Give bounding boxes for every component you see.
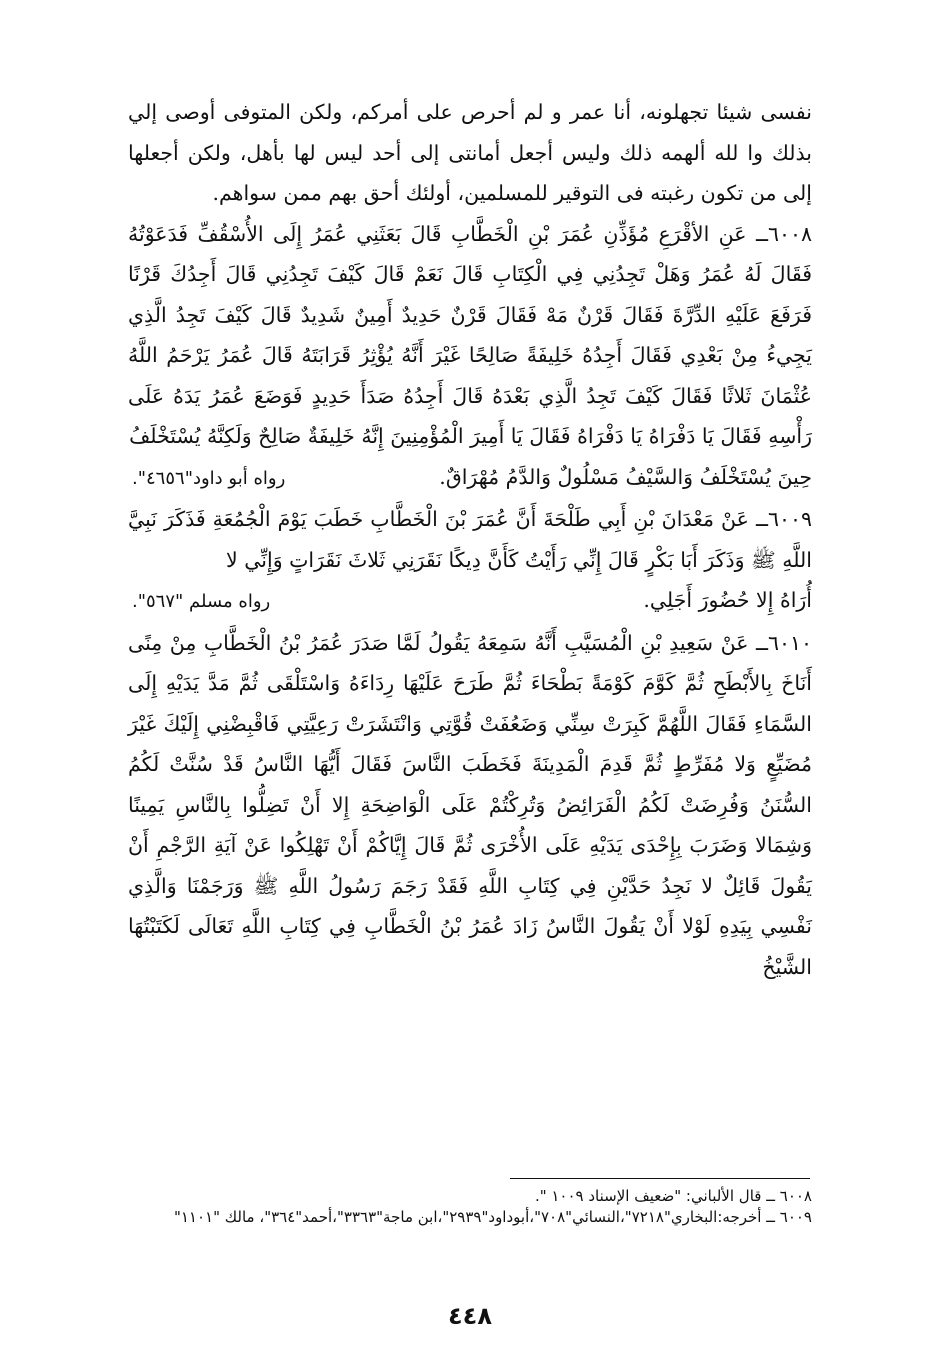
hadith-reference-line bbox=[128, 457, 812, 500]
intro-paragraph bbox=[128, 92, 812, 214]
hadith-ending: أُرَاهُ إِلا حُضُورَ أَجَلِي. bbox=[643, 588, 812, 612]
footnotes bbox=[126, 1186, 812, 1228]
hadith-ending: حِينَ يُسْتَخْلَفُ وَالسَّيْفُ مَسْلُولٌ وَالدَّمُ مُهْرَاقٌ. bbox=[439, 464, 812, 489]
footnote-6009: ٦٠٠٩ ــ أخرجه:البخاري"٧٢١٨"،النسائي"٧٠٨"،أبوداود"٢٩٣٩"،ابن ماجة"٣٣٦٣"،أحمد"٣٦٤"، مالك "١١٠١" bbox=[173, 1208, 812, 1226]
hadith-6010 bbox=[128, 623, 812, 988]
hadith-number: ٦٠٠٩ــ bbox=[755, 507, 812, 531]
hadith-source: رواه أبو داود"٤٦٥٦". bbox=[132, 467, 286, 489]
hadith-number: ٦٠٠٨ــ bbox=[755, 221, 812, 246]
hadith-6009 bbox=[128, 499, 812, 623]
footnote-6008: ٦٠٠٨ ــ قال الألباني: "ضعيف الإسناد ١٠٠٩ ". bbox=[534, 1187, 812, 1205]
hadith-source: رواه مسلم "٥٦٧". bbox=[132, 591, 271, 612]
intro-text: نفسى شيئا تجهلونه، أنا عمر و لم أحرص على أمركم، ولكن المتوفى أوصى إلي بذلك وا لله ألهمه ذلك وليس أجعل أمانتى إلى أحد ليس لها بأهل، ولكن أجعلها إلى من تكون رغبته فى التوقير للمسلمين، أولئك أحق بهم ممن سواهم. bbox=[128, 100, 812, 205]
hadith-number: ٦٠١٠ــ bbox=[755, 630, 812, 655]
hadith-text: عَنِ الأقْرَعِ مُؤَذِّنِ عُمَرَ بْنِ الْخَطَّابِ قَالَ بَعَثَنِي عُمَرُ إِلَى الأُسْقُفِّ فَدَعَوْتُهُ فَقَالَ لَهُ عُمَرُ وَهَلْ تَجِدُنِي فِي الْكِتَابِ قَالَ نَعَمْ قَالَ كَيْفَ تَجِدُنِي قَالَ أَجِدُكَ قَرْنًا فَرَفَعَ عَلَيْهِ الدِّرَّةَ فَقَالَ قَرْنٌ مَهْ فَقَالَ قَرْنٌ حَدِيدٌ أَمِينٌ شَدِيدٌ قَالَ كَيْفَ تَجِدُ الَّذِي يَجِيءُ مِنْ بَعْدِي فَقَالَ أَجِدُهُ خَلِيفَةً صَالِحًا غَيْرَ أَنَّهُ يُؤْثِرُ قَرَابَتَهُ قَالَ عُمَرُ يَرْحَمُ اللَّهُ عُثْمَانَ ثَلاثًا فَقَالَ كَيْفَ تَجِدُ الَّذِي بَعْدَهُ قَالَ أَجِدُهُ صَدَأَ حَدِيدٍ فَوَضَعَ عُمَرُ يَدَهُ عَلَى رَأْسِهِ فَقَالَ يَا دَفْرَاهُ يَا دَفْرَاهُ فَقَالَ يَا أَمِيرَ الْمُؤْمِنِينَ إِنَّهُ خَلِيفَةٌ صَالِحٌ وَلَكِنَّهُ يُسْتَخْلَفُ bbox=[128, 221, 812, 448]
hadith-text: عَنْ سَعِيدِ بْنِ الْمُسَيَّبِ أَنَّهُ سَمِعَهُ يَقُولُ لَمَّا صَدَرَ عُمَرُ بْنُ الْخَطَّابِ مِنْ مِنًى أَنَاخَ بِالأَبْطَحِ ثُمَّ كَوَّمَ كَوْمَةً بَطْحَاءَ ثُمَّ طَرَحَ عَلَيْهَا رِدَاءَهُ وَاسْتَلْقَى ثُمَّ مَدَّ يَدَيْهِ إِلَى السَّمَاءِ فَقَالَ اللَّهُمَّ كَبِرَتْ سِنِّي وَضَعُفَتْ قُوَّتِي وَانْتَشَرَتْ رَعِيَّتِي فَاقْبِضْنِي إِلَيْكَ غَيْرَ مُضَيِّعٍ وَلا مُفَرِّطٍ ثُمَّ قَدِمَ الْمَدِينَةَ فَخَطَبَ النَّاسَ فَقَالَ أَيُّهَا النَّاسُ قَدْ سُنَّتْ لَكُمُ السُّنَنُ وَفُرِضَتْ لَكُمُ الْفَرَائِضُ وَتُرِكْتُمْ عَلَى الْوَاضِحَةِ إِلا أَنْ تَضِلُّوا بِالنَّاسِ يَمِينًا وَشِمَالا وَضَرَبَ بِإِحْدَى يَدَيْهِ عَلَى الأُخْرَى ثُمَّ قَالَ إِيَّاكُمْ أَنْ تَهْلِكُوا عَنْ آيَةِ الرَّجْمِ أَنْ يَقُولَ قَائِلٌ لا نَجِدُ حَدَّيْنِ فِي كِتَابِ اللَّهِ فَقَدْ رَجَمَ رَسُولُ اللَّهِ ﷺ وَرَجَمْنَا وَالَّذِي نَفْسِي بِيَدِهِ لَوْلا أَنْ يَقُولَ النَّاسُ زَادَ عُمَرُ بْنُ الْخَطَّابِ فِي كِتَابِ اللَّهِ تَعَالَى لَكَتَبْتُهَا الشَّيْخُ bbox=[128, 630, 812, 979]
hadith-text: عَنْ مَعْدَانَ بْنِ أَبِي طَلْحَةَ أَنَّ عُمَرَ بْنَ الْخَطَّابِ خَطَبَ يَوْمَ الْجُمُعَةِ فَذَكَرَ نَبِيَّ اللَّهِ ﷺ وَذَكَرَ أَبَا بَكْرٍ قَالَ إِنِّي رَأَيْتُ كَأَنَّ دِيكًا نَقَرَنِي ثَلاثَ نَقَرَاتٍ وَإِنِّي لا bbox=[128, 507, 812, 572]
hadith-6008 bbox=[128, 214, 812, 500]
footnote-divider bbox=[510, 1178, 810, 1179]
main-text-body bbox=[128, 92, 812, 987]
page-number: ٤٤٨ bbox=[448, 1302, 492, 1330]
hadith-reference-line bbox=[128, 580, 812, 623]
